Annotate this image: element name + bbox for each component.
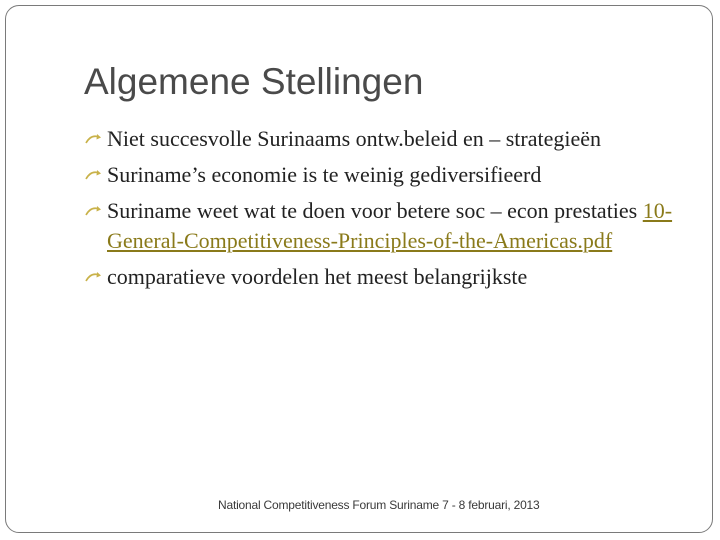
pdf-document-link[interactable]: 10-General-Competitiveness-Principles-of-the-Americas.pdf [107,198,673,253]
slide-footer: National Competitiveness Forum Suriname 7 - 8 februari, 2013 [218,498,540,512]
bullet-text: Niet succesvolle Surinaams ontw.beleid en – strategieën [107,126,602,151]
curved-arrow-bullet-icon [84,196,106,226]
bullet-item [84,124,684,154]
bullet-text: comparatieve voordelen het meest belangrijkste [107,264,528,289]
curved-arrow-bullet-icon [84,262,106,292]
bullet-text: Suriname weet wat te doen voor betere soc – econ prestaties [107,198,643,223]
bullet-item [84,196,684,256]
bullet-item [84,160,684,190]
slide-title: Algemene Stellingen [84,61,424,102]
curved-arrow-bullet-icon [84,124,106,154]
curved-arrow-bullet-icon [84,160,106,190]
slide [5,5,713,533]
bullet-text: Suriname’s economie is te weinig gediversifieerd [107,162,542,187]
bullet-item [84,262,684,292]
bullet-list [84,124,684,298]
